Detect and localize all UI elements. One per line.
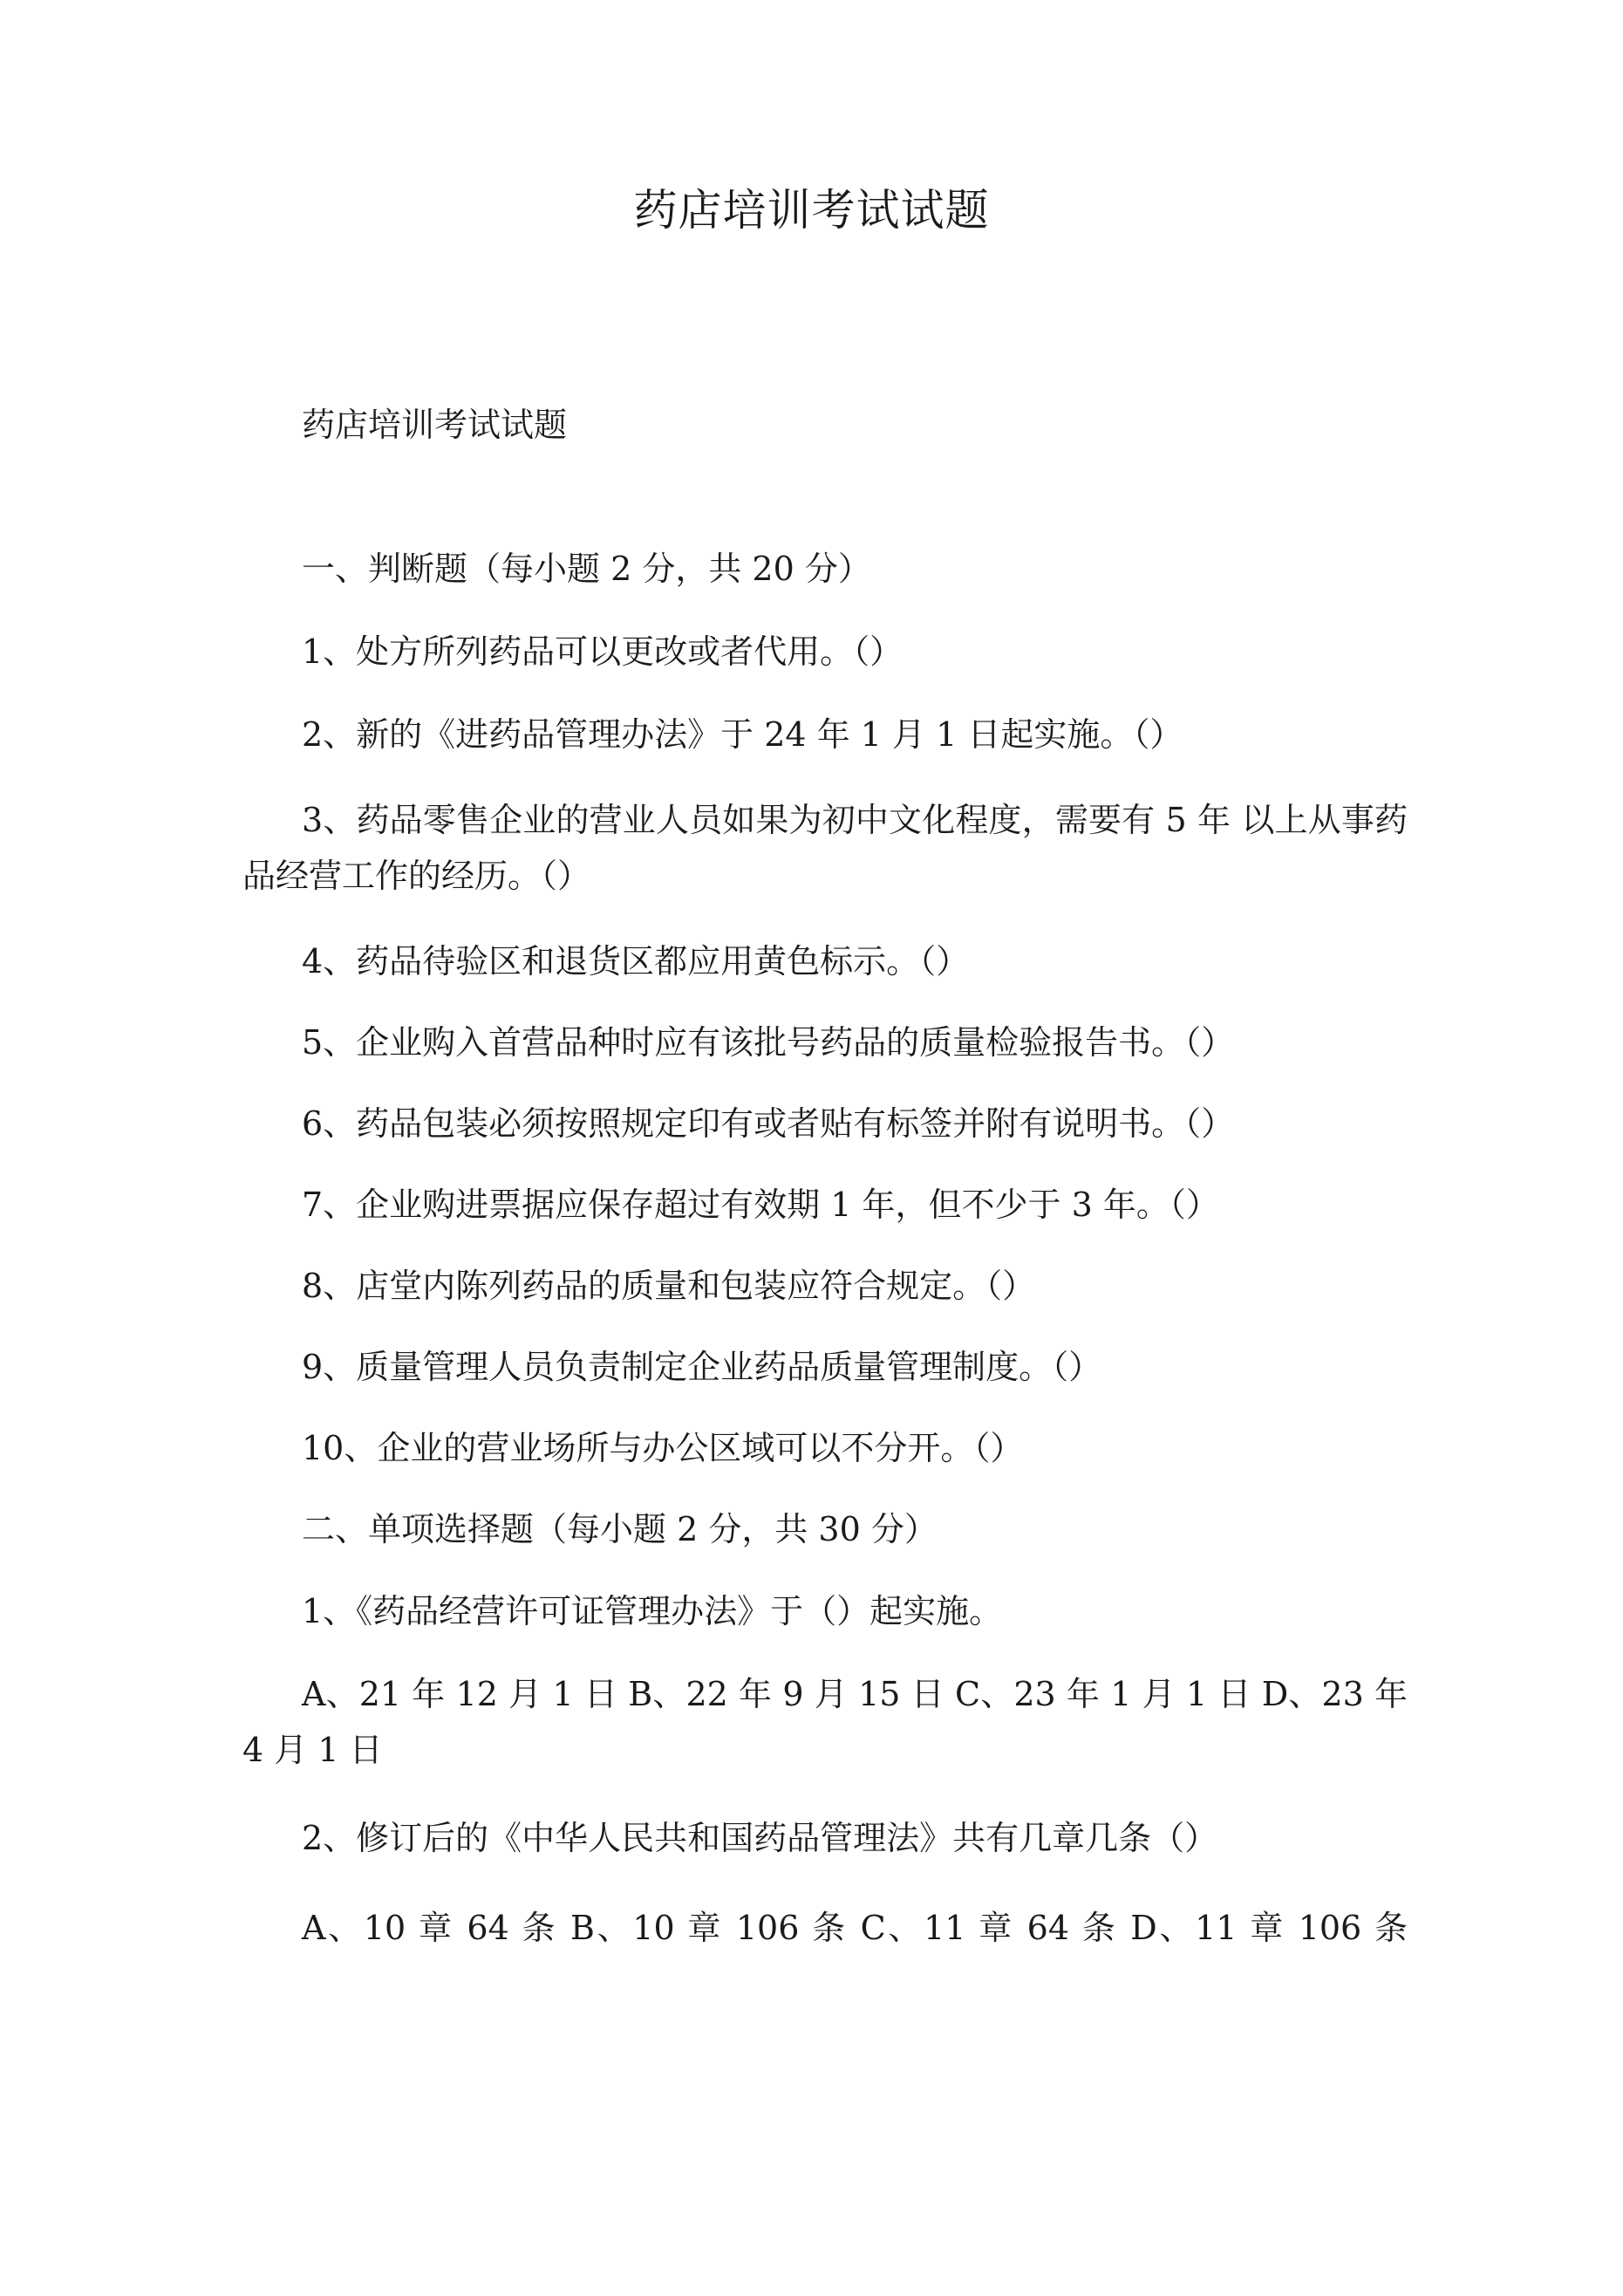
section-heading-text: 一、判断题（每小题 2 分，共 20 分） [302,550,871,588]
section-heading-text: 二、单项选择题（每小题 2 分，共 30 分） [302,1510,938,1548]
question-text: 2、新的《进药品管理办法》于 24 年 1 月 1 日起实施。（） [302,715,1183,754]
question-text: 4、药品待验区和退货区都应用黄色标示。（） [302,942,970,981]
page-title: 药店培训考试试题 [633,185,990,236]
question-item [242,1339,1408,1395]
question-text: 1、《药品经营许可证管理办法》于（）起实施。 [302,1592,1003,1630]
question-text: 9、质量管理人员负责制定企业药品质量管理制度。（） [302,1348,1102,1386]
question-text: 6、药品包装必须按照规定印有或者贴有标签并附有说明书。（） [302,1104,1235,1143]
question-options [242,1666,1408,1778]
document-subtitle [242,397,1408,453]
question-item [242,707,1408,762]
question-text: 7、企业购进票据应保存超过有效期 1 年，但不少于 3 年。（） [302,1186,1219,1224]
section-heading-judgement [242,541,1408,597]
question-item [242,1810,1408,1866]
question-item [242,1096,1408,1151]
question-item [242,792,1408,904]
section-heading-choice [242,1501,1408,1557]
question-options [242,1900,1408,1956]
subtitle-text: 药店培训考试试题 [302,406,568,444]
question-item [242,1177,1408,1233]
question-item [242,933,1408,989]
options-text: A、10 章 64 条 B、10 章 106 条 C、11 章 64 条 D、11 章 106 条 [302,1909,1408,1947]
question-item [242,1420,1408,1476]
options-text: A、21 年 12 月 1 日 B、22 年 9 月 15 日 C、23 年 1 月 1 日 D、23 年 4 月 1 日 [242,1675,1408,1769]
question-text: 1、处方所列药品可以更改或者代用。（） [302,632,904,671]
question-item [242,1258,1408,1314]
question-item [242,624,1408,680]
question-text: 10、企业的营业场所与办公区域可以不分开。（） [302,1429,1024,1467]
question-text: 8、店堂内陈列药品的质量和包装应符合规定。（） [302,1267,1036,1305]
question-text: 2、修订后的《中华人民共和国药品管理法》共有几章几条（） [302,1819,1218,1857]
question-text: 5、企业购入首营品种时应有该批号药品的质量检验报告书。（） [302,1023,1235,1062]
question-text: 3、药品零售企业的营业人员如果为初中文化程度，需要有 5 年 以上从事药品经营工作的经历。（） [242,801,1408,895]
question-item [242,1015,1408,1070]
question-item [242,1583,1408,1639]
